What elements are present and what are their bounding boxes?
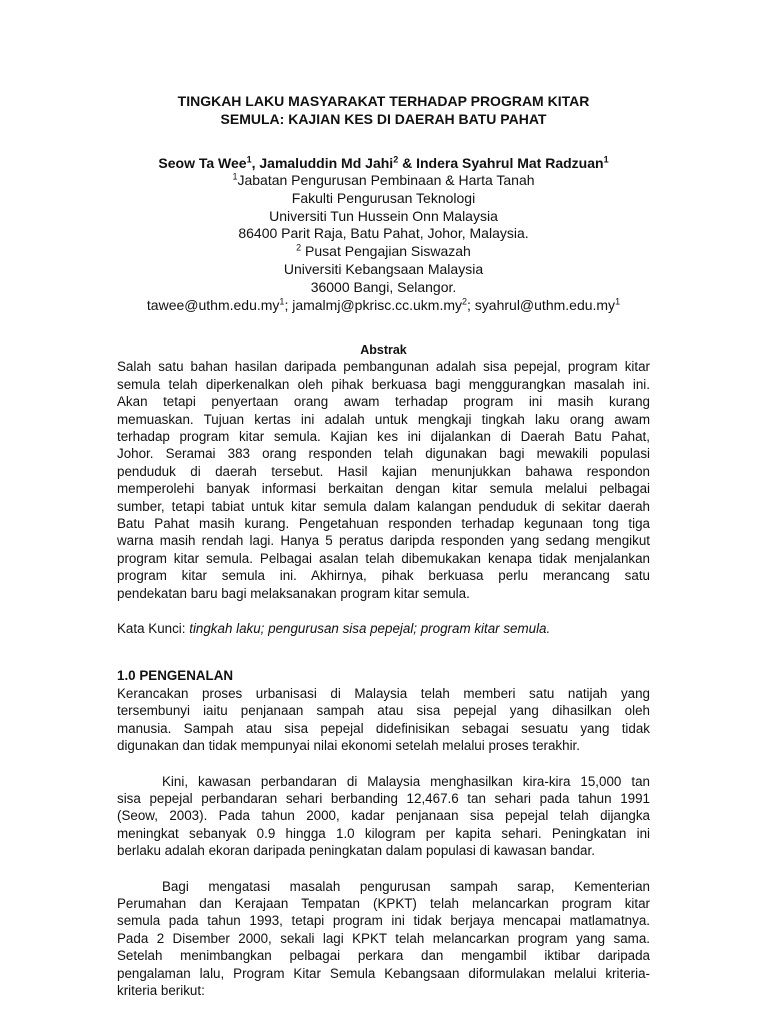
text-line: pendekatan baru bagi melaksanakan program kitar semula. (117, 585, 470, 601)
text-line: Pada 2 Disember 2000, sekali lagi KPKT telah melancarkan program yang sama. (117, 930, 650, 946)
paragraph-1 (117, 685, 650, 755)
email-mark: 1 (615, 295, 621, 306)
text-line: Bagi mengatasi masalah pengurusan sampah sarap, Kementerian (162, 878, 650, 894)
author-separator: & (398, 155, 417, 171)
affiliation-2-address: 36000 Bangi, Selangor. (310, 278, 457, 295)
text-line: program kitar semula. Pelbagai asalan telah dibemukakan kenapa tidak menjalankan (117, 550, 650, 566)
text-line: meningkat sebanyak 0.9 hingga 1.0 kilogram per kapita sehari. Peningkatan ini (117, 825, 650, 841)
paragraph-3 (117, 878, 650, 1000)
text-line: Salah satu bahan hasilan daripada pembangunan adalah sisa pepejal, program kitar (117, 359, 650, 375)
affil-text: Pusat Pengajian Siswazah (301, 243, 471, 260)
text-line: (Seow, 2003). Pada tahun 2000, kadar penjanaan sisa pepejal telah dijangka (117, 808, 650, 824)
email-1: tawee@uthm.edu.my (146, 296, 280, 313)
email-mark: 1 (279, 295, 285, 306)
text-line: manusia. Sampah atau sisa pepejal didefinisikan sebagai sesuatu yang tidak (117, 720, 650, 736)
author-3: Indera Syahrul Mat Radzuan (416, 155, 604, 171)
author-list (117, 154, 650, 172)
title-line-2: SEMULA: KAJIAN KES DI DAERAH BATU PAHAT (220, 111, 547, 127)
author-2: Jamaluddin Md Jahi (259, 155, 394, 171)
text-line: Akan tetapi penyertaan orang awam terhadap program ini masih kurang (117, 394, 650, 410)
affiliation-2-dept (117, 243, 650, 261)
email-3: ; syahrul@uthm.edu.my (467, 296, 616, 313)
text-line: Johor. Seramai 383 orang responden telah digunakan bagi mewakili populasi (117, 446, 650, 462)
author-2-affil-mark: 2 (393, 154, 399, 165)
text-line: Batu Pahat masih kurang. Pengetahuan responden terhadap kegunaan tong tiga (117, 516, 650, 532)
author-3-affil-mark: 1 (603, 154, 609, 165)
abstract-body (117, 358, 650, 602)
keywords-terms: tingkah laku; pengurusan sisa pepejal; program kitar semula. (189, 621, 551, 637)
text-line: memuaskan. Tujuan kertas ini adalah untuk mengkaji tingkah laku orang awam (117, 411, 650, 427)
affiliation-1-dept (117, 172, 650, 190)
paragraph-2 (117, 773, 650, 860)
text-line: Setelah menimbangkan pelbagai perkara dan mengambil iktibar daripada (117, 948, 650, 964)
keywords (117, 620, 650, 637)
text-line: memperolehi banyak informasi berkaitan dengan kitar semula melalui pelbagai (117, 481, 650, 497)
text-line: Kini, kawasan perbandaran di Malaysia menghasilkan kira-kira 15,000 tan (162, 773, 650, 789)
author-emails (117, 297, 650, 315)
text-line: pengalaman lalu, Program Kitar Semula Kebangsaan diformulakan melalui kriteria- (117, 965, 650, 981)
email-2: ; jamalmj@pkrisc.cc.ukm.my (284, 296, 462, 313)
email-mark: 2 (462, 295, 468, 306)
affil-mark: 2 (296, 242, 302, 253)
affiliations (117, 172, 650, 314)
text-line: kriteria berikut: (117, 982, 205, 998)
abstract-heading: Abstrak (360, 343, 407, 358)
text-line: terhadap program kitar semula. Kajian kes ini dijalankan di Daerah Batu Pahat, (117, 429, 650, 444)
affiliation-1-address: 86400 Parit Raja, Batu Pahat, Johor, Malaysia. (238, 225, 529, 242)
text-line: Kerancakan proses urbanisasi di Malaysia telah memberi satu natijah yang (117, 685, 650, 701)
affiliation-1-faculty: Fakulti Pengurusan Teknologi (291, 189, 476, 206)
affiliation-2-university: Universiti Kebangsaan Malaysia (283, 260, 484, 277)
affil-mark: 1 (232, 171, 238, 182)
author-1: Seow Ta Wee (158, 155, 247, 171)
text-line: semula pada tahun 1993, tetapi program ini tidak berjaya mencapai matlamatnya. (117, 913, 650, 929)
text-line: digunakan dan tidak mempunyai nilai ekonomi setelah melalui proses terakhir. (117, 738, 580, 754)
text-line: tersembunyi iaitu penjanaan sampah atau sisa pepejal yang dihasilkan oleh (117, 703, 650, 719)
affiliation-1-university: Universiti Tun Hussein Onn Malaysia (269, 207, 498, 224)
text-line: berlaku adalah ekoran daripada peningkatan dalam populasi di kawasan bandar. (117, 843, 595, 859)
text-line: sisa pepejal perbandaran sehari berbanding 12,467.6 tan sehari pada tahun 1991 (117, 790, 650, 806)
text-line: semula telah diperkenalkan oleh pihak berkuasa bagi menggurangkan masalah ini. (117, 376, 650, 392)
title-line-1: TINGKAH LAKU MASYARAKAT TERHADAP PROGRAM KITAR (177, 93, 590, 109)
text-line: Perumahan dan Kerajaan Tempatan (KPKT) telah melancarkan program kitar (117, 895, 650, 911)
text-line: sumber, tetapi tabiat untuk kitar semula dalam kalangan penduduk di sekitar daerah (117, 498, 650, 514)
paper-title (117, 92, 650, 128)
author-1-affil-mark: 1 (246, 154, 252, 165)
text-line: penduduk di daerah tersebut. Hasil kajian menunjukkan bahawa respondon (117, 463, 650, 479)
keywords-label: Kata Kunci: (117, 621, 190, 637)
section-heading: 1.0 PENGENALAN (117, 668, 234, 684)
text-line: program kitar semula ini. Akhirnya, pihak berkuasa perlu merancang satu (117, 568, 650, 584)
affil-text: Jabatan Pengurusan Pembinaan & Harta Tanah (237, 172, 535, 188)
author-separator: , (251, 155, 260, 171)
text-line: warna masih rendah lagi. Hanya 5 peratus daripda responden yang sedang mengikut (117, 533, 650, 549)
